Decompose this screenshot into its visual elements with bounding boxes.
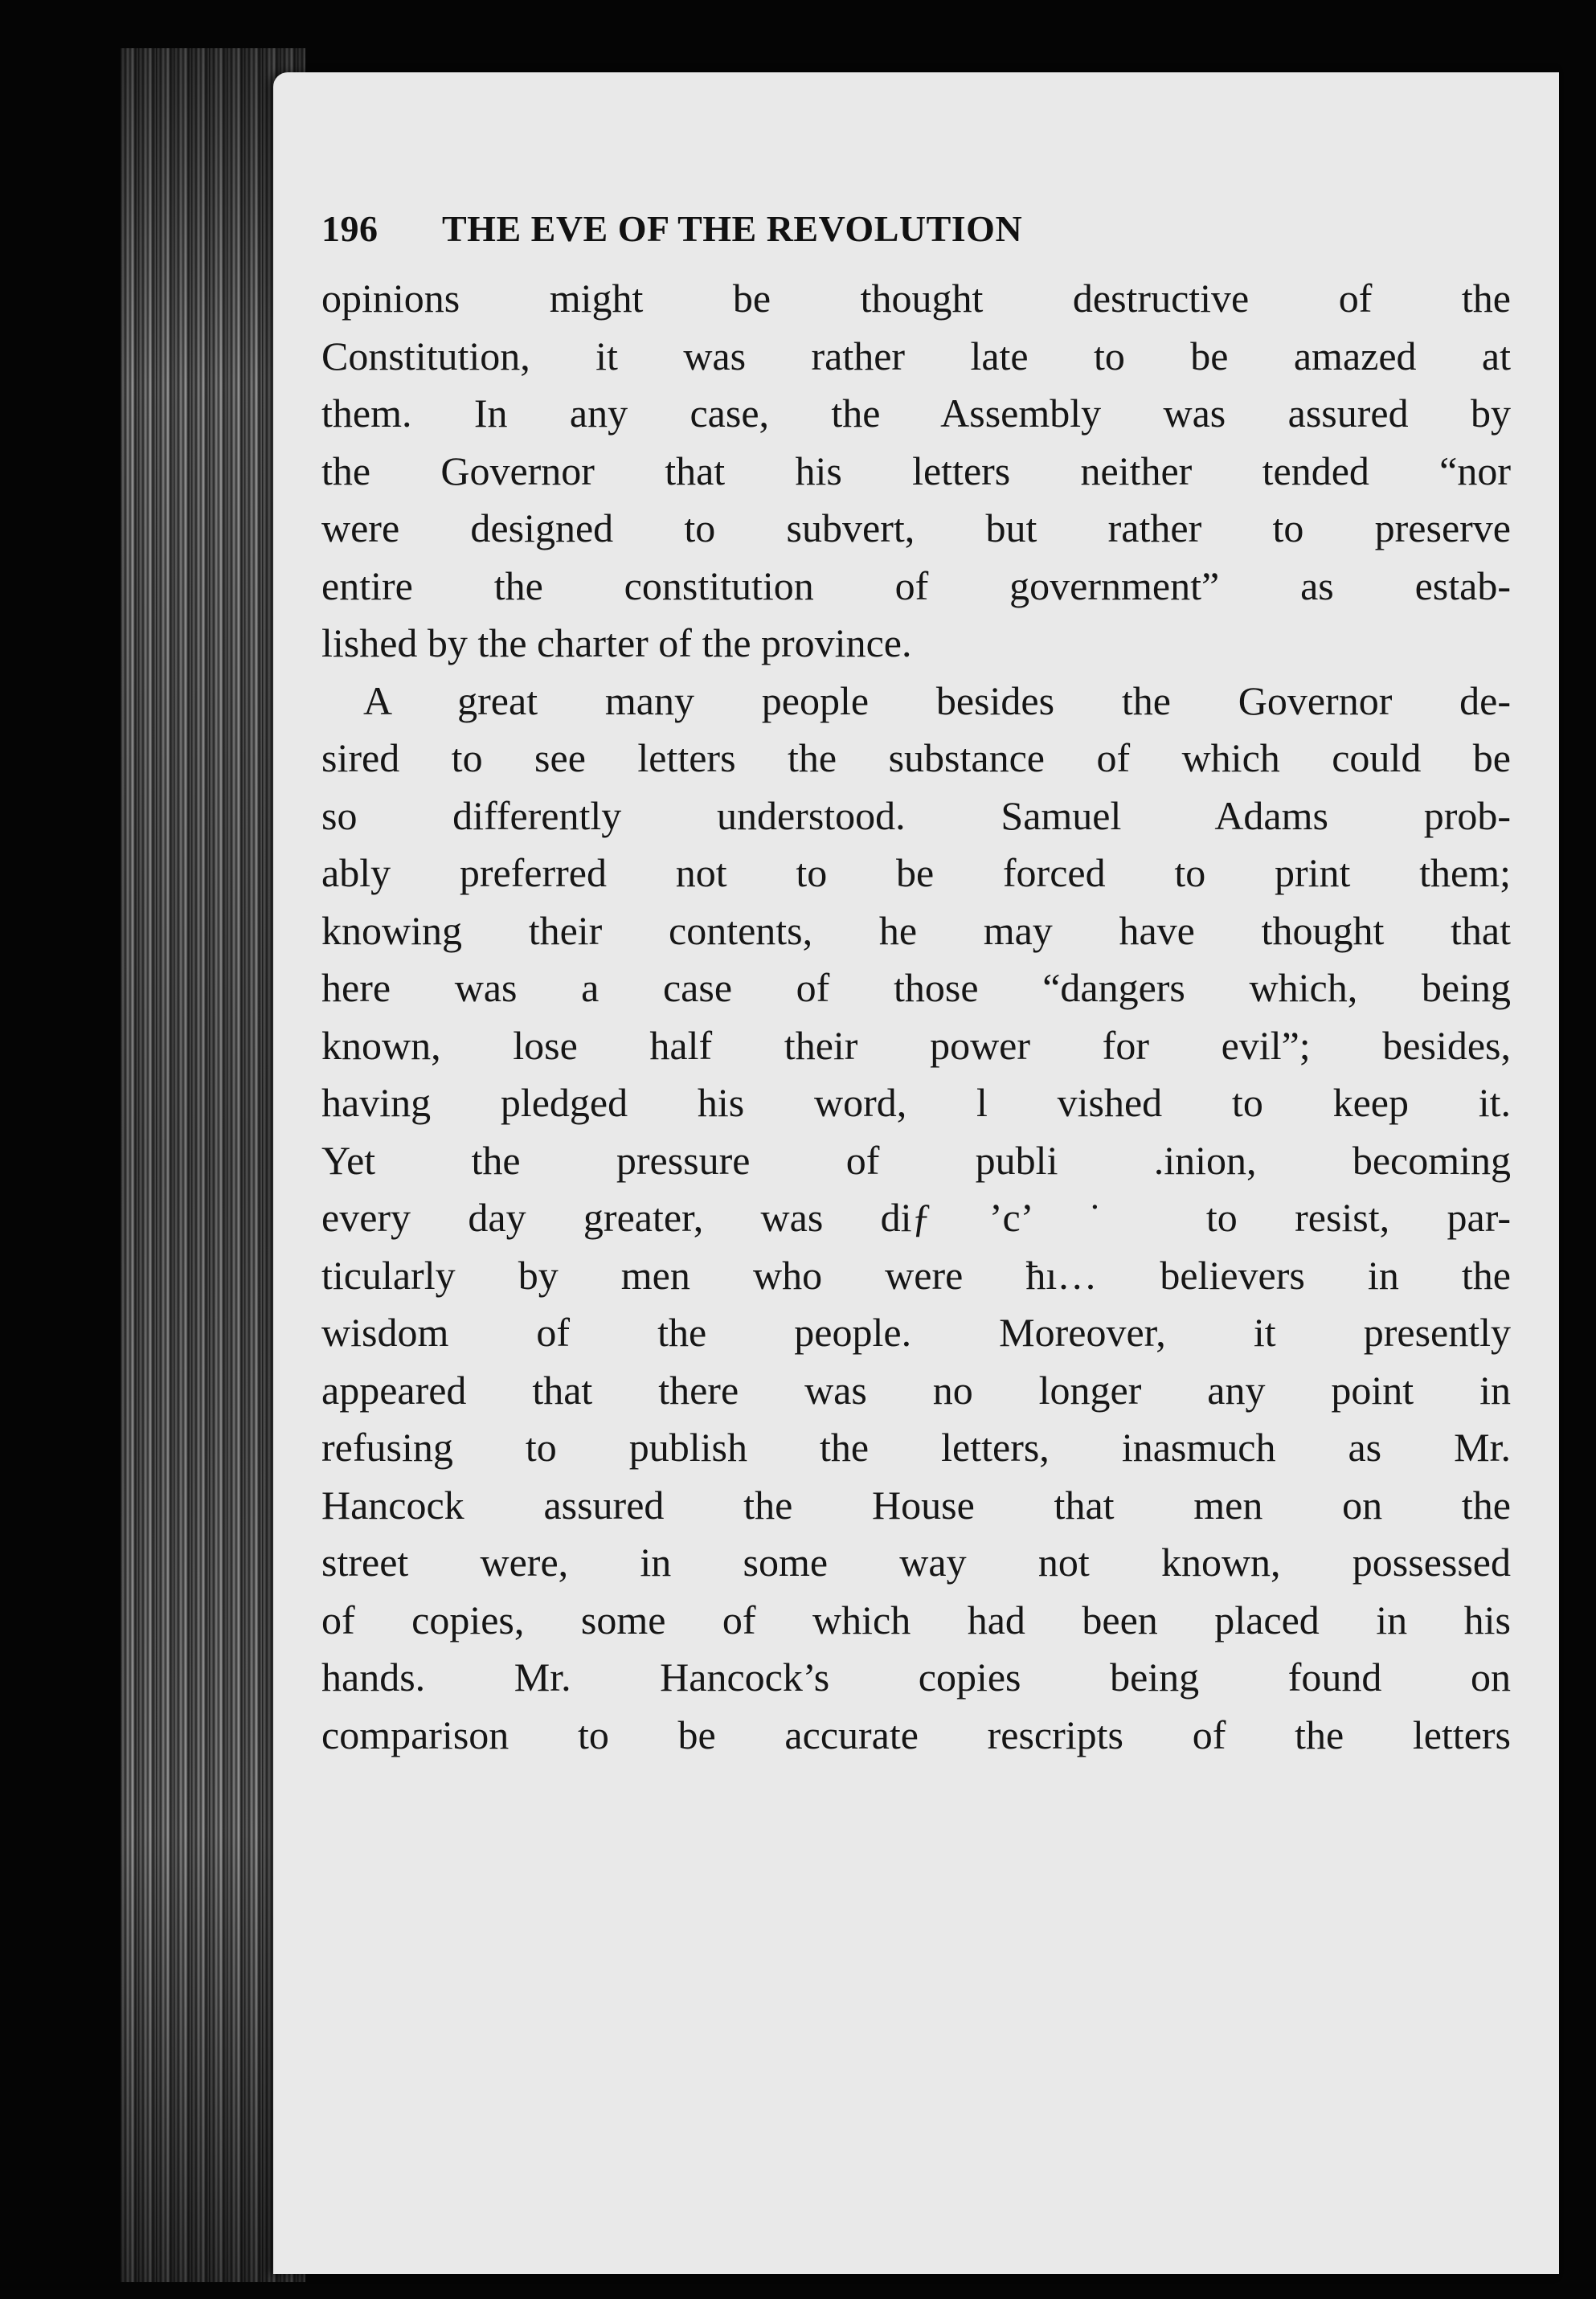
text-line: comparison to be accurate rescripts of the letters	[321, 1712, 1511, 1757]
running-title: THE EVE OF THE REVOLUTION	[442, 208, 1023, 249]
text-line: so differently understood. Samuel Adams prob-	[321, 792, 1511, 838]
text-line: opinions might be thought destructive of the	[321, 276, 1511, 321]
text-line: appeared that there was no longer any point in	[321, 1367, 1511, 1413]
text-line: of copies, some of which had been placed in his	[321, 1597, 1511, 1642]
running-head	[321, 207, 1511, 264]
text-line: Hancock assured the House that men on the	[321, 1482, 1511, 1528]
text-line: entire the constitution of government” as estab-	[321, 562, 1511, 608]
text-line: Constitution, it was rather late to be amazed at	[321, 333, 1511, 378]
text-line: known, lose half their power for evil”; besides,	[321, 1022, 1511, 1068]
page-content	[321, 207, 1511, 2056]
text-line: knowing their contents, he may have thought that	[321, 907, 1511, 953]
text-line: lished by the charter of the province.	[321, 620, 912, 665]
text-line: wisdom of the people. Moreover, it presently	[321, 1310, 1511, 1355]
text-line: here was a case of those “dangers which, being	[321, 965, 1511, 1010]
text-line: having pledged his word, l vished to keep it.	[321, 1080, 1511, 1125]
text-line: ably preferred not to be forced to print them;	[321, 850, 1511, 895]
text-line: the Governor that his letters neither tended “nor	[321, 448, 1511, 493]
text-line: were designed to subvert, but rather to preserve	[321, 505, 1511, 550]
text-line: refusing to publish the letters, inasmuch as Mr.	[321, 1425, 1511, 1470]
text-line: A great many people besides the Governor de-	[363, 677, 1511, 723]
text-line: ticularly by men who were ħı… believers in the	[321, 1252, 1511, 1298]
text-line: them. In any case, the Assembly was assured by	[321, 391, 1511, 436]
text-line: every day greater, was diƒ ’c’ ˙ to resist, par-	[321, 1195, 1511, 1240]
text-line: hands. Mr. Hancock’s copies being found on	[321, 1655, 1511, 1700]
body-text	[321, 270, 1511, 1764]
page-number: 196	[321, 208, 379, 249]
text-line: street were, in some way not known, possessed	[321, 1540, 1511, 1585]
text-line: sired to see letters the substance of which could be	[321, 735, 1511, 780]
text-line: Yet the pressure of publi .inion, becoming	[321, 1137, 1511, 1183]
